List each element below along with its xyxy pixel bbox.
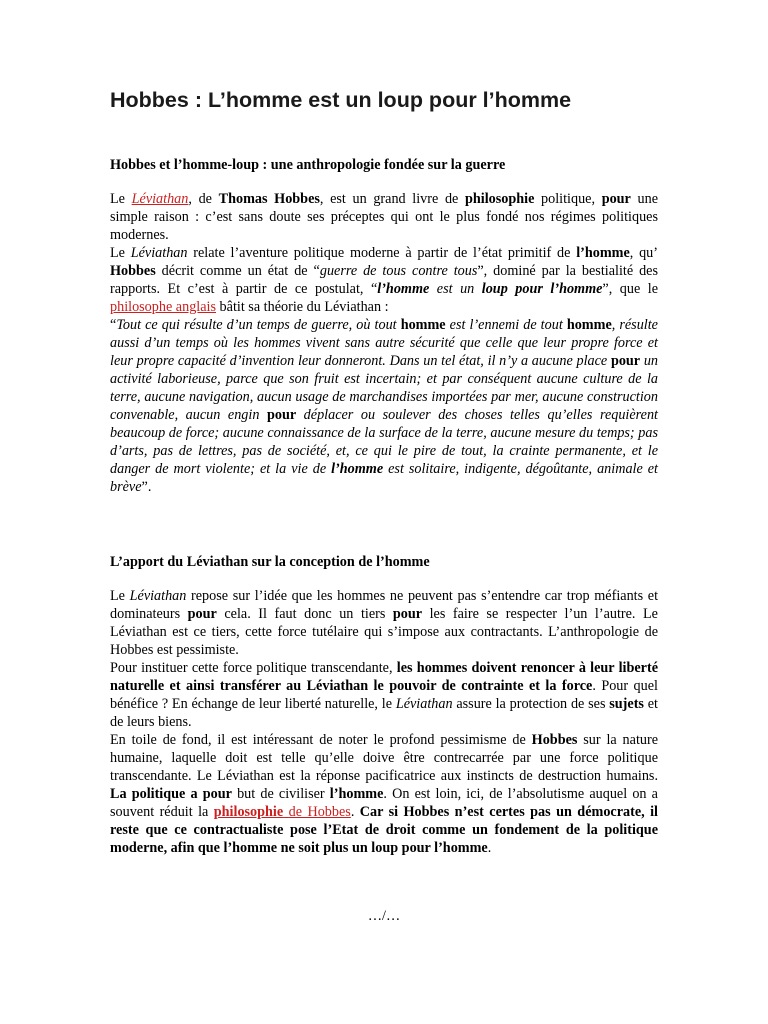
philosophie-de-hobbes-link[interactable]: philosophie de Hobbes (213, 804, 351, 820)
section-1-body (110, 190, 658, 496)
paragraph-etat-primitif: Le Léviathan relate l’aventure politique moderne à partir de l’état primitif de l’homme, qu’ Hobbes décrit comme un état de “guerre de tous contre tous”, dominé par la bestialité des rapports. Et c’est à partir de ce postulat, “l’homme est un loup pour l’homme”, que le philosophe anglais bâtit sa théorie du Léviathan : (110, 245, 659, 315)
philosophe-anglais-link[interactable]: philosophe anglais (110, 299, 216, 315)
section-2-body (110, 587, 658, 857)
page-separator: …/… (367, 908, 401, 924)
page-title: Hobbes : L’homme est un loup pour l’homme (110, 88, 572, 112)
paragraph-pessimisme: En toile de fond, il est intéressant de noter le profond pessimisme de Hobbes sur la nature humaine, laquelle doit est telle qu’elle doive être contrecarrée par une force politique transcendante. Le Léviathan est la réponse pacificatrice aux instincts de destruction humains. La politique a pour but de civiliser l’homme. On est loin, ici, de l’absolutisme auquel on a souvent réduit la philosophie de Hobbes. Car si Hobbes n’est certes pas un démocrate, il reste que ce contractualiste pose l’Etat de droit comme un fondement de la politique moderne, afin que l’homme ne soit plus un loup pour l’homme. (110, 732, 659, 856)
paragraph-liberte: Pour instituer cette force politique transcendante, les hommes doivent renoncer à leur liberté naturelle et ainsi transférer au Léviathan le pouvoir de contrainte et la force. Pour quel bénéfice ? En échange de leur liberté naturelle, le Léviathan assure la protection de ses sujets et de leurs biens. (110, 660, 658, 730)
paragraph-tiers: Le Léviathan repose sur l’idée que les hommes ne peuvent pas s’entendre car trop méfiants et dominateurs pour cela. Il faut donc un tiers pour les faire se respecter l’un l’autre. Le Léviathan est ce tiers, cette force tutélaire qui s’impose aux contractants. L’anthropologie de Hobbes est pessimiste. (110, 588, 659, 658)
leviathan-link[interactable]: Léviathan (131, 191, 189, 207)
hobbes-quote: “Tout ce qui résulte d’un temps de guerre, où tout homme est l’ennemi de tout homme, résulte aussi d’un temps où les hommes vivent sans autre sécurité que celle que leur propre force et leur propre capacité d’invention leur donneront. Dans un tel état, il n’y a aucune place pour un activité laborieuse, parce que son fruit est incertain; et par conséquent aucune culture de la terre, aucune navigation, aucun usage de marchandises importées par mer, aucune construction convenable, aucun engin pour déplacer ou soulever des choses telles qu’elles requièrent beaucoup de force; aucune connaissance de la surface de la terre, aucune mesure du temps; pas d’arts, pas de lettres, pas de société, et, ce qui le pire de tout, la crainte permanente, et le danger de mort violente; et la vie de l’homme est solitaire, indigente, dégoûtante, animale et brève”. (110, 317, 659, 495)
paragraph-intro: Le Léviathan, de Thomas Hobbes, est un grand livre de philosophie politique, pour une simple raison : c’est sans doute ses préceptes qui ont le plus fondé nos régimes politiques modernes. (110, 191, 658, 243)
section-heading-1: Hobbes et l’homme-loup : une anthropologie fondée sur la guerre (110, 157, 506, 173)
section-heading-2: L’apport du Léviathan sur la conception de l’homme (110, 554, 430, 570)
